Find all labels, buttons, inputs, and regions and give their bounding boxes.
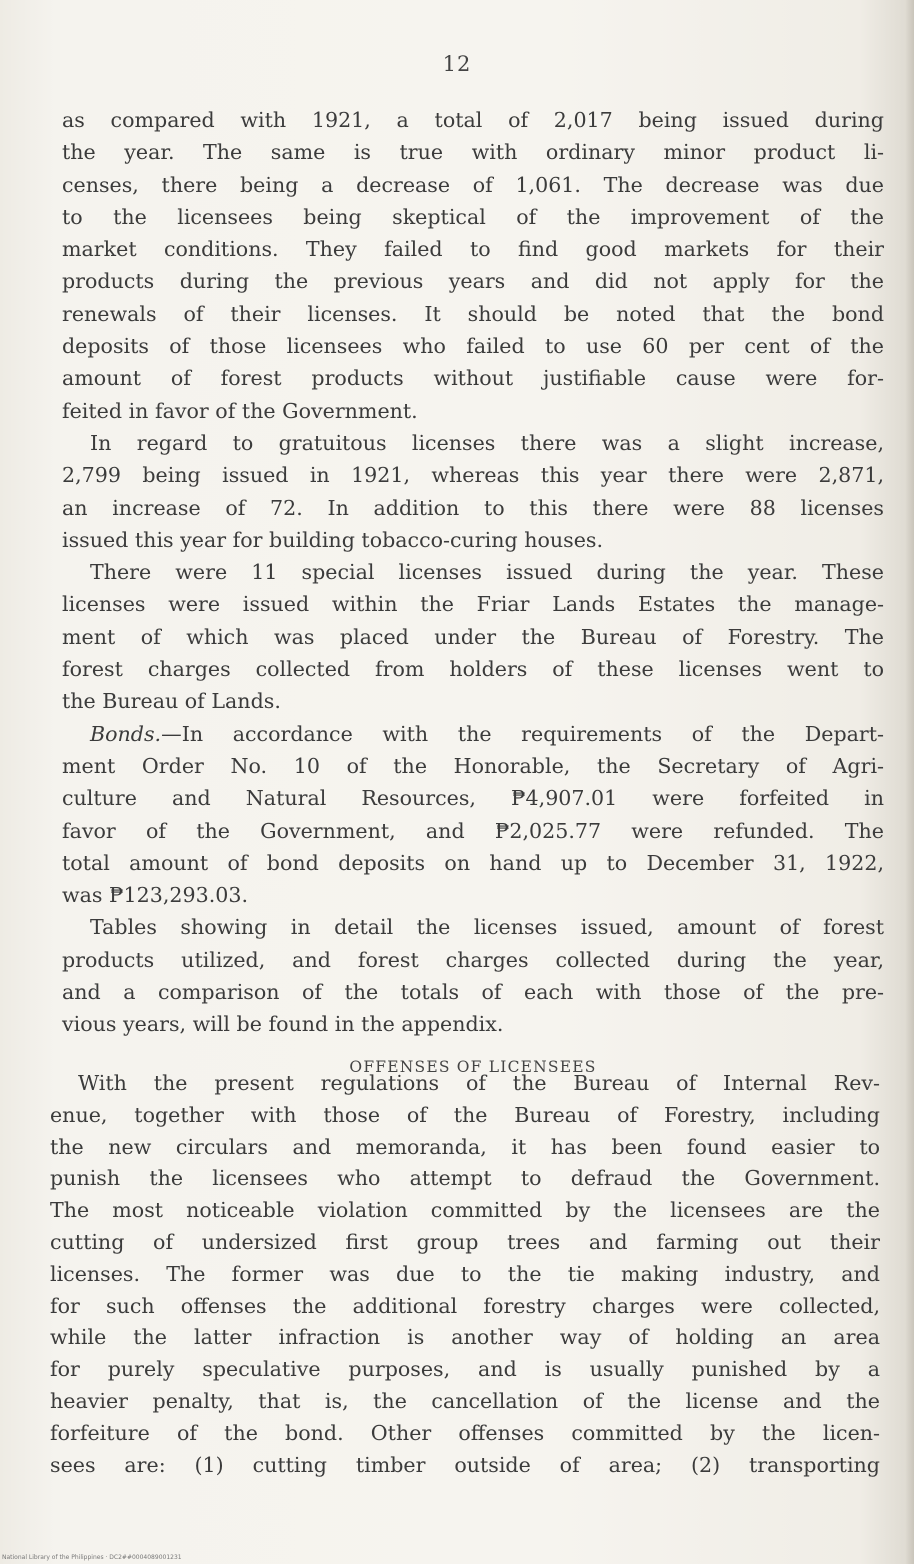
text-line: cutting of undersized first group trees and farming out their [50, 1229, 880, 1254]
text-line: as compared with 1921, a total of 2,017 being issued during [62, 108, 884, 132]
text-line: renewals of their licenses. It should be noted that the bond [62, 301, 884, 326]
text-line: total amount of bond deposits on hand up to December 31, 1922, [62, 850, 884, 875]
bonds-lead: Bonds. [90, 721, 162, 746]
text-line: With the present regulations of the Bureau of Internal Rev- [78, 1071, 880, 1095]
text-line: The most noticeable violation committed by the licensees are the [50, 1198, 880, 1223]
text-line: ment Order No. 10 of the Honorable, the Secretary of Agri- [62, 753, 884, 778]
paragraph-tables-appendix [62, 911, 884, 1040]
text-line: favor of the Government, and ₱2,025.77 were refunded. The [62, 818, 884, 843]
text-line: In regard to gratuitous licenses there was a slight increase, [90, 430, 884, 455]
text-line: amount of forest products without justifiable cause were for- [62, 366, 884, 391]
paragraph-licenses-decrease [62, 104, 884, 427]
text-line: forfeiture of the bond. Other offenses committed by the licen- [50, 1420, 880, 1445]
text-line: censes, there being a decrease of 1,061. The decrease was due [62, 172, 884, 197]
paragraph-offenses [50, 1068, 880, 1481]
text-line: market conditions. They failed to find good markets for their [62, 237, 884, 262]
text-line: punish the licensees who attempt to defraud the Government. [50, 1166, 880, 1191]
paragraph-gratuitous-licenses [62, 427, 884, 556]
page-edge-shadow [906, 0, 914, 1564]
scan-footer-note: National Library of the Philippines · DC2##0004089001231 [2, 1554, 182, 1561]
section-heading-offenses: OFFENSES OF LICENSEES [349, 1057, 597, 1076]
text-line: to the licensees being skeptical of the improvement of the [62, 204, 884, 229]
text-line: the Bureau of Lands. [62, 689, 281, 714]
text-line: issued this year for building tobacco-curing houses. [62, 527, 603, 552]
paragraph-bonds [62, 718, 884, 912]
text-line: was ₱123,293.03. [62, 883, 249, 908]
bonds-first-line-text: —In accordance with the requirements of the Depart- [161, 721, 884, 746]
text-line: enue, together with those of the Bureau of Forestry, including [50, 1102, 880, 1127]
text-line: while the latter infraction is another way of holding an area [50, 1325, 880, 1350]
text-line: licenses. The former was due to the tie making industry, and [50, 1261, 880, 1286]
text-line: for purely speculative purposes, and is usually punished by a [50, 1357, 880, 1382]
text-line: feited in favor of the Government. [62, 398, 418, 423]
page-number: 12 [442, 52, 472, 76]
text-line: the year. The same is true with ordinary minor product li- [62, 140, 884, 165]
text-line: for such offenses the additional forestry charges were collected, [50, 1293, 880, 1318]
text-line: There were 11 special licenses issued during the year. These [90, 560, 884, 585]
paragraph-special-licenses [62, 556, 884, 717]
text-line: products during the previous years and did not apply for the [62, 269, 884, 294]
text-line: licenses were issued within the Friar Lands Estates the manage- [62, 592, 884, 617]
body-text-lower [50, 1068, 880, 1481]
text-line: products utilized, and forest charges collected during the year, [62, 947, 884, 972]
bonds-first-line [62, 718, 884, 750]
text-line: ment of which was placed under the Bureau of Forestry. The [62, 624, 884, 649]
text-line: vious years, will be found in the appendix. [62, 1012, 504, 1037]
text-line: 2,799 being issued in 1921, whereas this year there were 2,871, [62, 463, 884, 488]
text-line: heavier penalty, that is, the cancellation of the license and the [50, 1388, 880, 1413]
text-line: Tables showing in detail the licenses issued, amount of forest [90, 915, 884, 940]
text-line: culture and Natural Resources, ₱4,907.01 were forfeited in [62, 786, 884, 811]
text-line: the new circulars and memoranda, it has been found easier to [50, 1134, 880, 1159]
body-text-upper [62, 104, 884, 1087]
text-line: and a comparison of the totals of each with those of the pre- [62, 980, 884, 1005]
text-line: forest charges collected from holders of these licenses went to [62, 657, 884, 682]
text-line: sees are: (1) cutting timber outside of area; (2) transporting [50, 1452, 880, 1477]
text-line: an increase of 72. In addition to this there were 88 licenses [62, 495, 884, 520]
text-line: deposits of those licensees who failed to use 60 per cent of the [62, 334, 884, 359]
